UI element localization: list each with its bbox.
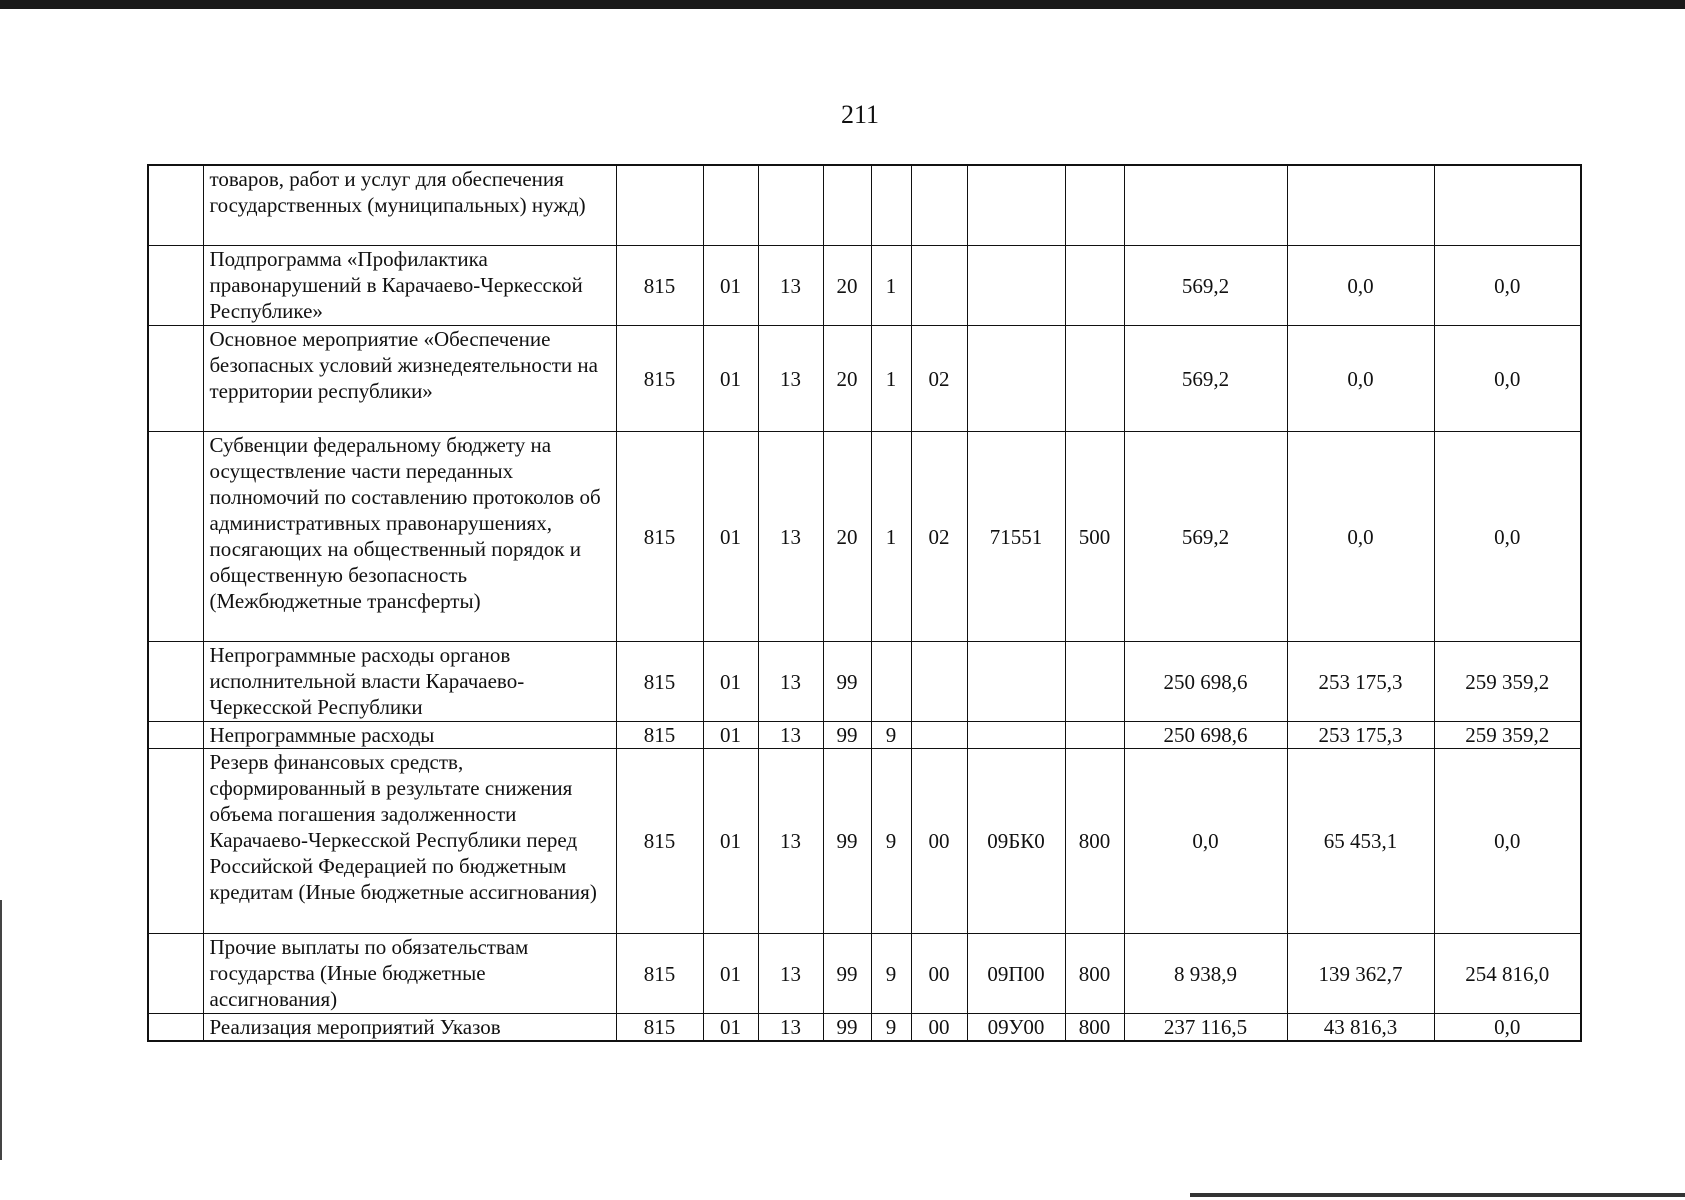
table-row bbox=[148, 749, 1581, 934]
expense-type-cell bbox=[1065, 326, 1124, 432]
section-code-cell: 01 bbox=[703, 326, 758, 432]
subprogram-code-cell bbox=[871, 165, 911, 246]
subsection-code-cell: 13 bbox=[758, 326, 823, 432]
section-code-cell: 01 bbox=[703, 432, 758, 642]
expense-type-cell bbox=[1065, 165, 1124, 246]
ministry-code-cell: 815 bbox=[616, 246, 703, 326]
amount-year2-cell: 253 175,3 bbox=[1287, 722, 1434, 749]
ministry-code-cell: 815 bbox=[616, 432, 703, 642]
table-row bbox=[148, 722, 1581, 749]
row-index-cell bbox=[148, 642, 203, 722]
amount-year2-cell: 139 362,7 bbox=[1287, 934, 1434, 1014]
description-cell: Непрограммные расходы органов исполнительной власти Карачаево-Черкесской Республики bbox=[203, 642, 616, 722]
ministry-code-cell: 815 bbox=[616, 1014, 703, 1042]
ministry-code-cell: 815 bbox=[616, 722, 703, 749]
row-index-cell bbox=[148, 326, 203, 432]
amount-year2-cell bbox=[1287, 165, 1434, 246]
table-row bbox=[148, 165, 1581, 246]
amount-year3-cell: 0,0 bbox=[1434, 1014, 1581, 1042]
subprogram-code-cell: 9 bbox=[871, 934, 911, 1014]
expense-type-cell: 800 bbox=[1065, 934, 1124, 1014]
amount-year3-cell: 254 816,0 bbox=[1434, 934, 1581, 1014]
section-code-cell: 01 bbox=[703, 934, 758, 1014]
amount-year1-cell: 250 698,6 bbox=[1124, 722, 1287, 749]
subsection-code-cell: 13 bbox=[758, 934, 823, 1014]
subsection-code-cell: 13 bbox=[758, 246, 823, 326]
subprogram-code-cell bbox=[871, 642, 911, 722]
table-row bbox=[148, 934, 1581, 1014]
measure-code-cell bbox=[911, 165, 967, 246]
amount-year1-cell: 8 938,9 bbox=[1124, 934, 1287, 1014]
amount-year3-cell: 259 359,2 bbox=[1434, 642, 1581, 722]
direction-code-cell: 71551 bbox=[967, 432, 1065, 642]
program-code-cell: 99 bbox=[823, 934, 871, 1014]
subsection-code-cell: 13 bbox=[758, 432, 823, 642]
description-cell: Прочие выплаты по обязательствам государства (Иные бюджетные ассигнования) bbox=[203, 934, 616, 1014]
program-code-cell: 99 bbox=[823, 749, 871, 934]
scan-edge-bottom bbox=[1190, 1193, 1685, 1197]
subprogram-code-cell: 1 bbox=[871, 246, 911, 326]
section-code-cell: 01 bbox=[703, 246, 758, 326]
row-index-cell bbox=[148, 934, 203, 1014]
amount-year1-cell: 569,2 bbox=[1124, 432, 1287, 642]
scan-edge-left bbox=[0, 900, 2, 1160]
budget-table bbox=[147, 164, 1582, 1042]
row-index-cell bbox=[148, 1014, 203, 1042]
direction-code-cell bbox=[967, 165, 1065, 246]
amount-year3-cell: 0,0 bbox=[1434, 432, 1581, 642]
section-code-cell: 01 bbox=[703, 1014, 758, 1042]
amount-year3-cell: 0,0 bbox=[1434, 326, 1581, 432]
program-code-cell: 20 bbox=[823, 326, 871, 432]
subprogram-code-cell: 9 bbox=[871, 722, 911, 749]
ministry-code-cell bbox=[616, 165, 703, 246]
ministry-code-cell: 815 bbox=[616, 642, 703, 722]
direction-code-cell: 09П00 bbox=[967, 934, 1065, 1014]
scan-edge-top bbox=[0, 0, 1685, 9]
amount-year3-cell: 259 359,2 bbox=[1434, 722, 1581, 749]
program-code-cell: 20 bbox=[823, 432, 871, 642]
amount-year2-cell: 0,0 bbox=[1287, 246, 1434, 326]
table-row bbox=[148, 642, 1581, 722]
subprogram-code-cell: 9 bbox=[871, 1014, 911, 1042]
subprogram-code-cell: 1 bbox=[871, 432, 911, 642]
expense-type-cell bbox=[1065, 722, 1124, 749]
amount-year2-cell: 65 453,1 bbox=[1287, 749, 1434, 934]
direction-code-cell bbox=[967, 326, 1065, 432]
amount-year2-cell: 0,0 bbox=[1287, 432, 1434, 642]
measure-code-cell: 00 bbox=[911, 749, 967, 934]
direction-code-cell: 09БК0 bbox=[967, 749, 1065, 934]
section-code-cell: 01 bbox=[703, 642, 758, 722]
table-row bbox=[148, 1014, 1581, 1042]
direction-code-cell bbox=[967, 246, 1065, 326]
table-row bbox=[148, 246, 1581, 326]
subprogram-code-cell: 1 bbox=[871, 326, 911, 432]
section-code-cell: 01 bbox=[703, 749, 758, 934]
row-index-cell bbox=[148, 165, 203, 246]
amount-year1-cell: 569,2 bbox=[1124, 326, 1287, 432]
page-number: 211 bbox=[840, 100, 880, 129]
table-row bbox=[148, 326, 1581, 432]
expense-type-cell bbox=[1065, 642, 1124, 722]
subsection-code-cell bbox=[758, 165, 823, 246]
measure-code-cell bbox=[911, 722, 967, 749]
row-index-cell bbox=[148, 432, 203, 642]
amount-year3-cell: 0,0 bbox=[1434, 749, 1581, 934]
program-code-cell: 99 bbox=[823, 642, 871, 722]
description-cell: Реализация мероприятий Указов bbox=[203, 1014, 616, 1042]
amount-year3-cell: 0,0 bbox=[1434, 246, 1581, 326]
amount-year3-cell bbox=[1434, 165, 1581, 246]
measure-code-cell: 00 bbox=[911, 934, 967, 1014]
measure-code-cell: 00 bbox=[911, 1014, 967, 1042]
measure-code-cell bbox=[911, 642, 967, 722]
program-code-cell: 99 bbox=[823, 1014, 871, 1042]
table-row bbox=[148, 432, 1581, 642]
program-code-cell: 20 bbox=[823, 246, 871, 326]
description-cell: Подпрограмма «Профилактика правонарушений в Карачаево-Черкесской Республике» bbox=[203, 246, 616, 326]
expense-type-cell: 500 bbox=[1065, 432, 1124, 642]
ministry-code-cell: 815 bbox=[616, 934, 703, 1014]
ministry-code-cell: 815 bbox=[616, 326, 703, 432]
amount-year1-cell: 569,2 bbox=[1124, 246, 1287, 326]
description-cell: Субвенции федеральному бюджету на осуществление части переданных полномочий по составлению протоколов об административных правонарушениях, посягающих на общественный порядок и общественную безопасность (Межбюджетные трансферты) bbox=[203, 432, 616, 642]
expense-type-cell: 800 bbox=[1065, 1014, 1124, 1042]
subsection-code-cell: 13 bbox=[758, 1014, 823, 1042]
subsection-code-cell: 13 bbox=[758, 722, 823, 749]
measure-code-cell: 02 bbox=[911, 326, 967, 432]
description-cell: Непрограммные расходы bbox=[203, 722, 616, 749]
row-index-cell bbox=[148, 246, 203, 326]
ministry-code-cell: 815 bbox=[616, 749, 703, 934]
row-index-cell bbox=[148, 749, 203, 934]
measure-code-cell: 02 bbox=[911, 432, 967, 642]
description-cell: товаров, работ и услуг для обеспечения государственных (муниципальных) нужд) bbox=[203, 165, 616, 246]
program-code-cell: 99 bbox=[823, 722, 871, 749]
amount-year2-cell: 43 816,3 bbox=[1287, 1014, 1434, 1042]
section-code-cell: 01 bbox=[703, 722, 758, 749]
direction-code-cell bbox=[967, 642, 1065, 722]
description-cell: Основное мероприятие «Обеспечение безопасных условий жизнедеятельности на территории республики» bbox=[203, 326, 616, 432]
expense-type-cell bbox=[1065, 246, 1124, 326]
expense-type-cell: 800 bbox=[1065, 749, 1124, 934]
amount-year1-cell: 237 116,5 bbox=[1124, 1014, 1287, 1042]
amount-year1-cell: 250 698,6 bbox=[1124, 642, 1287, 722]
row-index-cell bbox=[148, 722, 203, 749]
measure-code-cell bbox=[911, 246, 967, 326]
direction-code-cell bbox=[967, 722, 1065, 749]
subsection-code-cell: 13 bbox=[758, 749, 823, 934]
amount-year1-cell bbox=[1124, 165, 1287, 246]
program-code-cell bbox=[823, 165, 871, 246]
section-code-cell bbox=[703, 165, 758, 246]
amount-year1-cell: 0,0 bbox=[1124, 749, 1287, 934]
amount-year2-cell: 253 175,3 bbox=[1287, 642, 1434, 722]
direction-code-cell: 09У00 bbox=[967, 1014, 1065, 1042]
amount-year2-cell: 0,0 bbox=[1287, 326, 1434, 432]
description-cell: Резерв финансовых средств, сформированный в результате снижения объема погашения задолженности Карачаево-Черкесской Республики перед Российской Федерацией по бюджетным кредитам (Иные бюджетные ассигнования) bbox=[203, 749, 616, 934]
subprogram-code-cell: 9 bbox=[871, 749, 911, 934]
subsection-code-cell: 13 bbox=[758, 642, 823, 722]
